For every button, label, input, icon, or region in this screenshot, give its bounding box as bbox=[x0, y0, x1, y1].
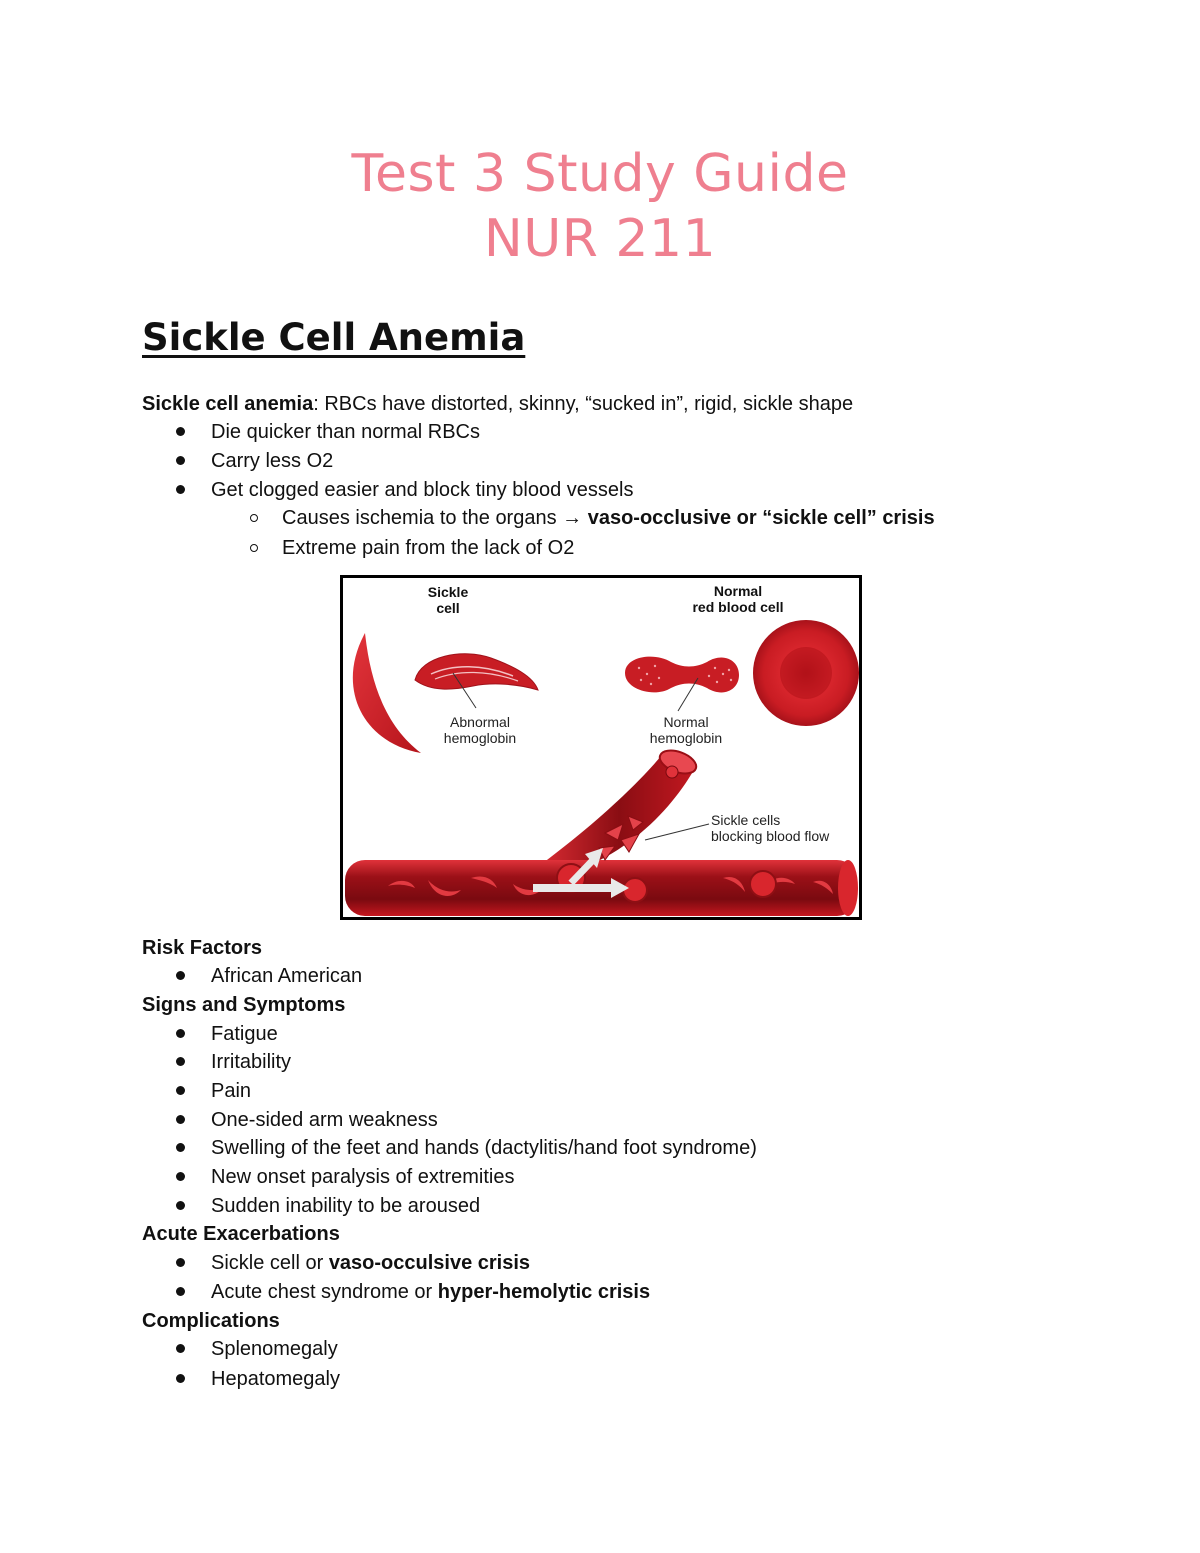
list-item: Get clogged easier and block tiny blood vessels bbox=[211, 479, 634, 501]
list-item: Hepatomegaly bbox=[211, 1368, 340, 1390]
item-text: Acute chest syndrome or bbox=[211, 1281, 438, 1303]
risk-factors-heading: Risk Factors bbox=[142, 937, 263, 959]
sickle-cell-illustration bbox=[343, 578, 859, 917]
item-text: Sickle cell or bbox=[211, 1252, 329, 1274]
section-heading: Sickle Cell Anemia bbox=[142, 316, 526, 359]
sickle-cell-figure bbox=[340, 575, 862, 920]
bullet-icon bbox=[176, 1115, 185, 1124]
sub-list-item bbox=[282, 506, 935, 530]
signs-symptoms-heading: Signs and Symptoms bbox=[142, 994, 346, 1016]
circle-bullet-icon bbox=[250, 544, 258, 552]
label-normal-hemoglobin: Normal hemoglobin bbox=[649, 714, 723, 746]
list-item: Die quicker than normal RBCs bbox=[211, 421, 480, 443]
circle-bullet-icon bbox=[250, 514, 258, 522]
bullet-icon bbox=[176, 1344, 185, 1353]
arrow-right-icon: → bbox=[562, 507, 583, 529]
normal-cell-cross-section bbox=[625, 657, 739, 693]
label-sickle-cell: Sickle cell bbox=[427, 584, 469, 616]
label-blocking-blood-flow: Sickle cells blocking blood flow bbox=[711, 812, 830, 844]
definition-text: : RBCs have distorted, skinny, “sucked in”, rigid, sickle shape bbox=[313, 393, 854, 415]
course-code: NUR 211 bbox=[483, 209, 717, 269]
list-item: Splenomegaly bbox=[211, 1338, 338, 1360]
bullet-icon bbox=[176, 1172, 185, 1181]
list-item bbox=[211, 1251, 530, 1275]
label-abnormal-hemoglobin: Abnormal hemoglobin bbox=[443, 714, 517, 746]
definition-term: Sickle cell anemia bbox=[142, 393, 314, 415]
label-normal-rbc: Normal red blood cell bbox=[692, 583, 784, 615]
sickle-cell-shape bbox=[353, 633, 421, 753]
list-item: African American bbox=[211, 965, 363, 987]
list-item: New onset paralysis of extremities bbox=[211, 1166, 515, 1188]
bullet-icon bbox=[176, 485, 185, 494]
sub-list-item: Extreme pain from the lack of O2 bbox=[282, 537, 575, 559]
list-item: Carry less O2 bbox=[211, 450, 334, 472]
bullet-icon bbox=[176, 1143, 185, 1152]
list-item: Fatigue bbox=[211, 1023, 278, 1045]
bullet-icon bbox=[176, 1086, 185, 1095]
acute-exacerbations-heading: Acute Exacerbations bbox=[142, 1223, 340, 1245]
list-item: Pain bbox=[211, 1080, 252, 1102]
item-bold: hyper-hemolytic crisis bbox=[437, 1281, 651, 1303]
bullet-icon bbox=[176, 1057, 185, 1066]
bullet-icon bbox=[176, 1258, 185, 1267]
bullet-icon bbox=[176, 456, 185, 465]
bullet-icon bbox=[176, 427, 185, 436]
definition-line bbox=[142, 392, 853, 416]
item-bold: vaso-occulsive crisis bbox=[328, 1252, 531, 1274]
bullet-icon bbox=[176, 971, 185, 980]
list-item: Swelling of the feet and hands (dactylitis/hand foot syndrome) bbox=[211, 1137, 757, 1159]
list-item: One-sided arm weakness bbox=[211, 1109, 438, 1131]
sickle-cell-cross-section bbox=[415, 654, 538, 690]
bullet-icon bbox=[176, 1201, 185, 1210]
list-item: Irritability bbox=[211, 1051, 292, 1073]
bullet-icon bbox=[176, 1287, 185, 1296]
list-item: Sudden inability to be aroused bbox=[211, 1195, 481, 1217]
sub-item-bold: vaso-occlusive or “sickle cell” crisis bbox=[582, 507, 935, 529]
bullet-icon bbox=[176, 1374, 185, 1383]
document-title: Test 3 Study Guide bbox=[351, 144, 849, 204]
bullet-icon bbox=[176, 1029, 185, 1038]
sub-item-text: Causes ischemia to the organs bbox=[282, 507, 563, 529]
complications-heading: Complications bbox=[142, 1310, 280, 1332]
list-item bbox=[211, 1280, 650, 1304]
